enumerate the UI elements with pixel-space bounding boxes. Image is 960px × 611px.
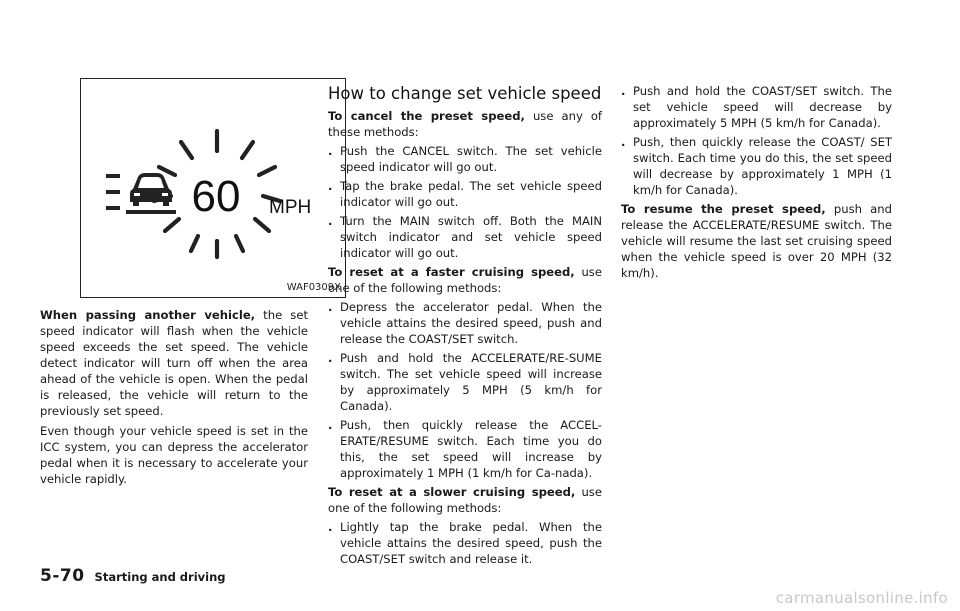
list-item: . Lightly tap the brake pedal. When the vehicle attains the desired speed, push the COAST/SET switch and release it.	[328, 520, 602, 566]
passing-lead: When passing another vehicle,	[40, 308, 256, 322]
list-item: . Push, then quickly release the ACCEL-ERATE/RESUME switch. Each time you do this, the set speed will increase by approximately 1 MPH (1 km/h for Ca-nada).	[328, 418, 602, 480]
figure-code: WAF0309X	[286, 282, 341, 293]
bullet: .	[328, 300, 333, 314]
list-item: . Push and hold the ACCELERATE/RE-SUME switch. The set vehicle speed will increase by approximately 5 MPH (5 km/h for Canada).	[328, 351, 602, 413]
bullet: .	[621, 84, 626, 98]
resume-paragraph	[621, 201, 892, 281]
list-item: . Tap the brake pedal. The set vehicle speed indicator will go out.	[328, 179, 602, 209]
faster-text: use one of the following methods:	[328, 265, 602, 295]
bullet: .	[328, 351, 333, 365]
middle-column	[328, 83, 602, 570]
accelerate-paragraph: Even though your vehicle speed is set in the ICC system, you can depress the accelerator pedal when it is necessary to accelerate your vehicle rapidly.	[40, 424, 308, 486]
vehicle-ahead-icon	[106, 173, 176, 214]
speed-unit: MPH	[269, 197, 312, 218]
resume-lead: To resume the preset speed,	[621, 202, 826, 216]
cancel-text: use any of these methods:	[328, 109, 602, 139]
speed-display-figure	[80, 78, 346, 298]
slower-lead: To reset at a slower cruising speed,	[328, 485, 576, 499]
speed-display-illustration	[81, 79, 345, 297]
page-footer	[40, 566, 226, 588]
list-item: . Push and hold the COAST/SET switch. The set vehicle speed will decrease by approximately 5 MPH (5 km/h for Canada).	[621, 84, 892, 130]
slower-methods-list-continued	[621, 83, 892, 198]
slower-intro	[328, 484, 602, 516]
resume-text: push and release the ACCELERATE/RESUME switch. The vehicle will resume the last set cruising speed when the vehicle speed is over 20 MPH (32 km/h).	[621, 202, 892, 280]
list-item: . Push the CANCEL switch. The set vehicle speed indicator will go out.	[328, 144, 602, 174]
faster-intro	[328, 264, 602, 296]
page-number: 5-70	[40, 566, 85, 586]
section-heading: How to change set vehicle speed	[328, 84, 602, 103]
bullet: .	[328, 144, 333, 158]
right-column	[621, 83, 892, 281]
bullet: .	[328, 214, 333, 228]
faster-methods-list	[328, 299, 602, 481]
bullet: .	[328, 179, 333, 193]
watermark: carmanualsonline.info	[775, 589, 948, 607]
bullet: .	[621, 135, 626, 149]
cancel-lead: To cancel the preset speed,	[328, 109, 525, 123]
left-text	[40, 307, 308, 487]
passing-paragraph	[40, 307, 308, 419]
set-speed-value: 60	[191, 172, 241, 221]
faster-lead: To reset at a faster cruising speed,	[328, 265, 575, 279]
bullet: .	[328, 418, 333, 432]
passing-text: the set speed indicator will flash when the vehicle speed exceeds the set speed. The vehicle detect indicator will turn off when the area ahead of the vehicle is open. When the pedal is released, the vehicle will return to the previously set speed.	[40, 308, 308, 418]
list-item: . Turn the MAIN switch off. Both the MAIN switch indicator and set vehicle speed indicator will go out.	[328, 214, 602, 260]
cancel-intro	[328, 108, 602, 140]
slower-methods-list	[328, 519, 602, 567]
bullet: .	[328, 520, 333, 534]
section-name: Starting and driving	[94, 570, 226, 584]
list-item: . Depress the accelerator pedal. When the vehicle attains the desired speed, push and release the COAST/SET switch.	[328, 300, 602, 346]
list-item: . Push, then quickly release the COAST/ SET switch. Each time you do this, the set speed will decrease by approximately 1 MPH (1 km/h for Canada).	[621, 135, 892, 197]
slower-text: use one of the following methods:	[328, 485, 602, 515]
cancel-methods-list	[328, 143, 602, 261]
